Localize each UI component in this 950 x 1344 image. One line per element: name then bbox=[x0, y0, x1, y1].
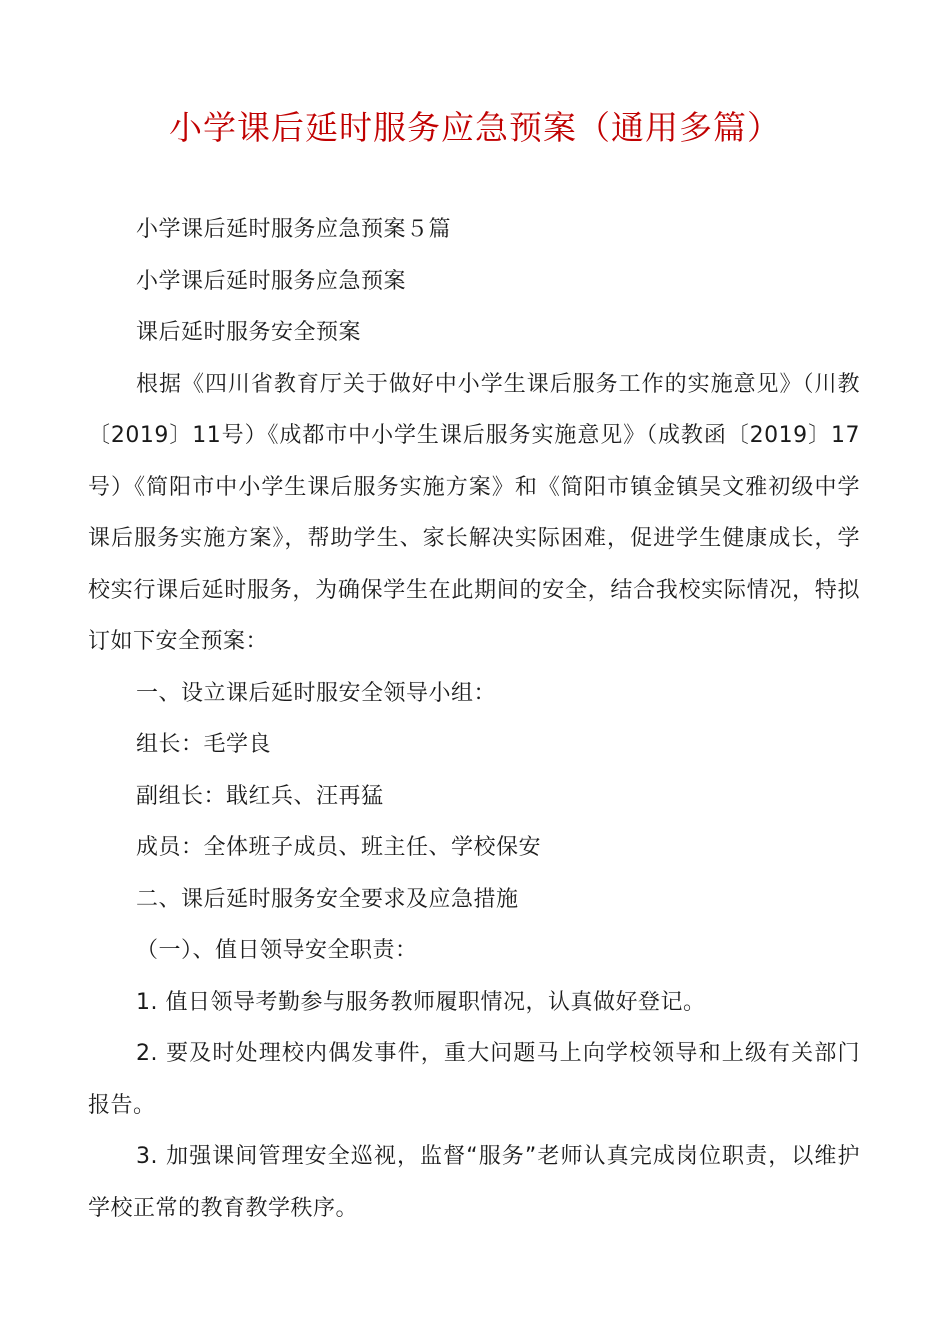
group-leader: 组长：毛学良 bbox=[136, 732, 272, 757]
intro-paragraph: 根据《四川省教育厅关于做好中小学生课后服务工作的实施意见》（川教〔2019〕11号）《成都市中小学生课后服务实施意见》（成教函〔2019〕17号）《简阳市中小学生课后服务实施方案》和《简阳市镇金镇吴文雅初级中学课后服务实施方案》，帮助学生、家长解决实际困难，促进学生健康成长，学校实行课后延时服务，为确保学生在此期间的安全，结合我校实际情况，特拟订如下安全预案： bbox=[88, 371, 860, 654]
document-body bbox=[88, 204, 860, 1234]
subtitle-safety-plan: 课后延时服务安全预案 bbox=[136, 320, 362, 345]
subtitle-plan: 小学课后延时服务应急预案 bbox=[136, 268, 407, 294]
subsection-one-heading: （一）、值日领导安全职责： bbox=[136, 938, 418, 963]
duty-item-3: 3. 加强课间管理安全巡视，监督“服务”老师认真完成岗位职责，以维护学校正常的教育教学秩序。 bbox=[88, 1144, 860, 1221]
duty-item-2: 2. 要及时处理校内偶发事件，重大问题马上向学校领导和上级有关部门报告。 bbox=[88, 1041, 860, 1118]
section-two-heading: 二、课后延时服务安全要求及应急措施 bbox=[136, 886, 519, 912]
document-title: 小学课后延时服务应急预案（通用多篇） bbox=[169, 108, 781, 147]
section-one-heading: 一、设立课后延时服安全领导小组： bbox=[136, 680, 497, 706]
subtitle-five-plans: 小学课后延时服务应急预案５篇 bbox=[136, 217, 452, 242]
group-members: 成员：全体班子成员、班主任、学校保安 bbox=[136, 835, 542, 860]
deputy-leaders: 副组长：戢红兵、汪再猛 bbox=[136, 783, 384, 809]
duty-item-1: 1. 值日领导考勤参与服务教师履职情况，认真做好登记。 bbox=[136, 989, 706, 1015]
